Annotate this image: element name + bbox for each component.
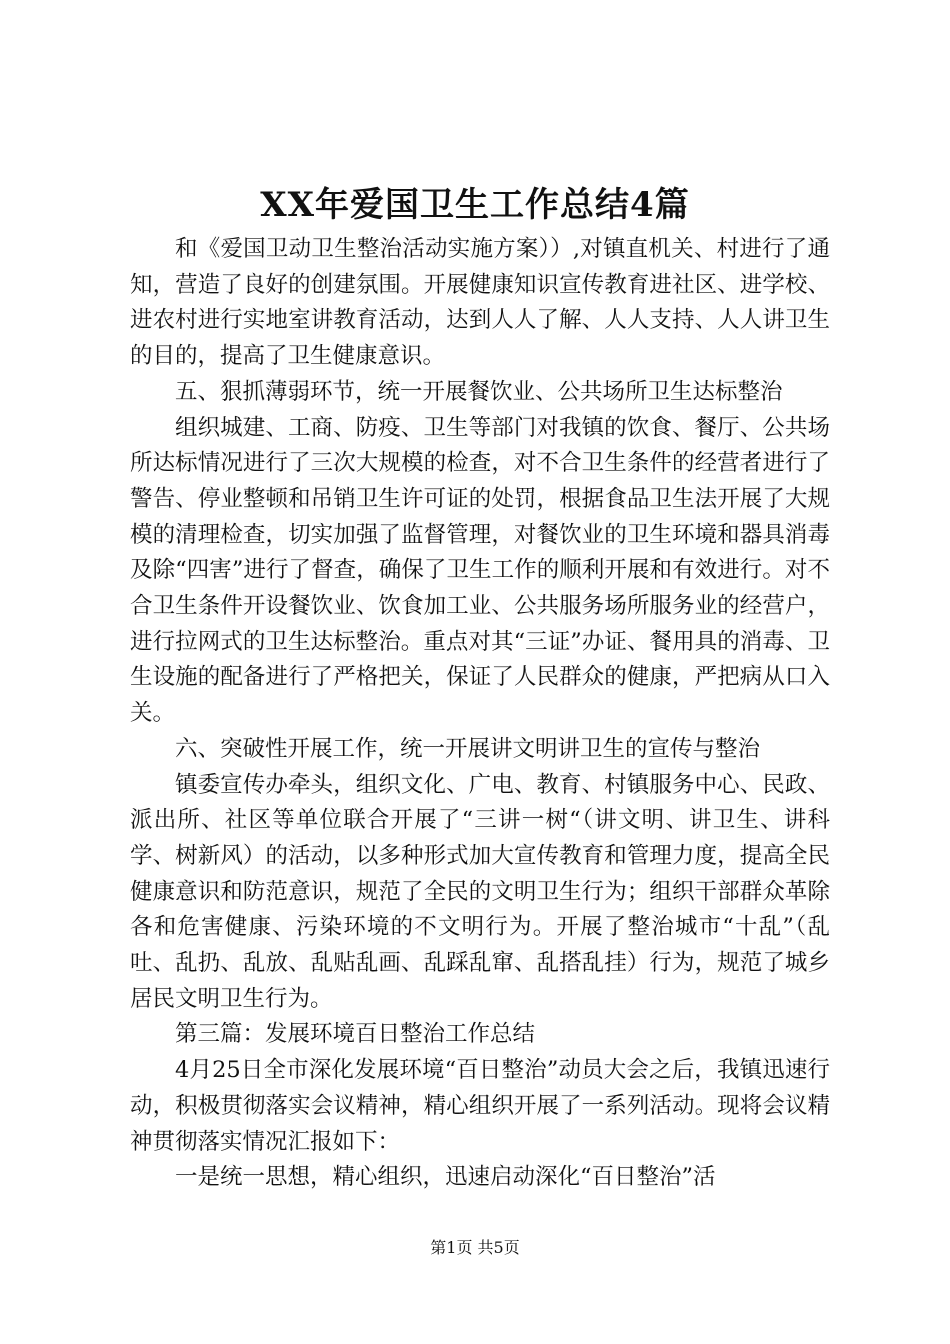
section-heading: 六、突破性开展工作，统一开展讲文明讲卫生的宣传与整治 [175,735,761,762]
paragraph: 镇委宣传办牵头，组织文化、广电、教育、村镇服务中心、民政、派出所、社区等单位联合开展了“三讲一树“（讲文明、讲卫生、讲科学、树新风）的活动，以多种形式加大宣传教育和管理力度，提高全民健康意识和防范意识，规范了全民的文明卫生行为；组织干部群众革除各和危害健康、污染环境的不文明行为。开展了整治城市“十乱”（乱吐、乱扔、乱放、乱贴乱画、乱踩乱窜、乱搭乱挂）行为，规范了城乡居民文明卫生行为。 [130,771,830,1012]
document-body [130,232,830,1196]
paragraph: 一是统一思想，精心组织，迅速启动深化“百日整治”活 [175,1164,716,1191]
paragraph: 组织城建、工商、防疫、卫生等部门对我镇的饮食、餐厅、公共场所达标情况进行了三次大规模的检查，对不合卫生条件的经营者进行了警告、停业整顿和吊销卫生许可证的处罚，根据食品卫生法开展了大规模的清理检查，切实加强了监督管理，对餐饮业的卫生环境和器具消毒及除“四害”进行了督查，确保了卫生工作的顺利开展和有效进行。对不合卫生条件开设餐饮业、饮食加工业、公共服务场所服务业的经营户，进行拉网式的卫生达标整治。重点对其“三证”办证、餐用具的消毒、卫生设施的配备进行了严格把关，保证了人民群众的健康，严把病从口入关。 [130,414,830,727]
section-heading: 五、狠抓薄弱环节，统一开展餐饮业、公共场所卫生达标整治 [175,378,783,405]
page-number: 第1页 共5页 [430,1238,520,1257]
paragraph: 和《爱国卫动卫生整治活动实施方案））,对镇直机关、村进行了通知，营造了良好的创建氛围。开展健康知识宣传教育进社区、进学校、进农村进行实地室讲教育活动，达到人人了解、人人支持、人人讲卫生的目的，提高了卫生健康意识。 [130,236,830,370]
chapter-heading: 第三篇：发展环境百日整治工作总结 [175,1021,536,1048]
document-title: XX年爱国卫生工作总结4篇 [260,185,690,225]
paragraph: 4月25日全市深化发展环境“百日整治”动员大会之后，我镇迅速行动，积极贯彻落实会议精神，精心组织开展了一系列活动。现将会议精神贯彻落实情况汇报如下： [130,1057,830,1155]
